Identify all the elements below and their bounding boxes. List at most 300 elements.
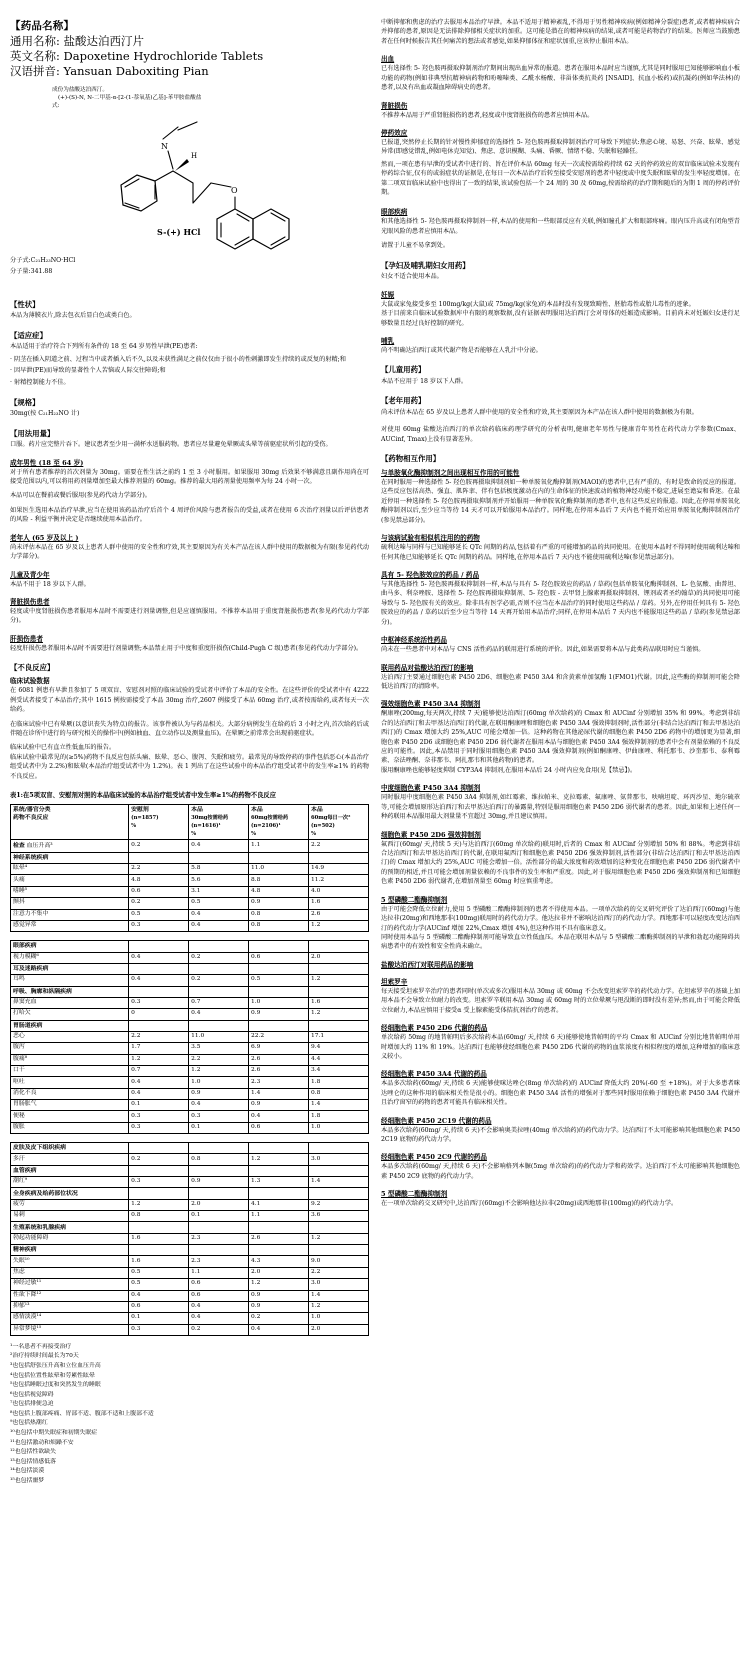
adverse-heading: 【不良反应】 <box>10 663 55 673</box>
table-cell-empty <box>249 941 309 952</box>
table-cell-value: 2.2 <box>309 1267 369 1278</box>
table-row <box>11 1256 369 1267</box>
system-organ-class: 眼部疾病 <box>11 941 129 952</box>
table-footnote: ¹⁵也包括噩梦 <box>10 1477 45 1484</box>
pregnancy-section-heading: 【孕妇及哺乳期妇女用药】 <box>381 260 470 270</box>
table-cell-value: 2.2 <box>309 840 369 852</box>
table-cell-value: 0.6 <box>189 1279 249 1290</box>
col-header-line1: 系统/器官分类 <box>13 806 51 814</box>
table-cell-value: 14.9 <box>309 864 369 875</box>
table-cell-empty <box>309 963 369 974</box>
table-cell-empty <box>129 1245 189 1256</box>
table-cell-value: 0.8 <box>249 920 309 931</box>
table-cell-value: 0.9 <box>249 1290 309 1301</box>
table-cell-value: 0.2 <box>249 1313 309 1324</box>
table-cell-value: 0.4 <box>129 1088 189 1099</box>
adr-term: 头痛 <box>11 875 129 886</box>
table-cell-value: 0.2 <box>189 975 249 986</box>
table-cell-value: 0.9 <box>189 1177 249 1188</box>
table-footnote: ¹¹也包括激动和烦躁不安 <box>10 1439 74 1446</box>
cyp3a4-moderate-heading: 中度细胞色素 P450 3A4 抑制剂 <box>381 784 481 793</box>
table-cell-value: 0.9 <box>249 1100 309 1111</box>
adr-term: 失眠¹⁰ <box>11 1256 129 1267</box>
table-cell-empty <box>129 986 189 997</box>
col-header-line2: 药物不良反应 <box>13 814 49 822</box>
table-cell-value: 1.1 <box>249 840 309 852</box>
table-cell-value: 0.8 <box>189 1154 249 1165</box>
table-cell-empty <box>129 1143 189 1154</box>
molecular-weight: 分子量:341.88 <box>10 267 53 275</box>
renal-impairment-heading: 肾脏损伤 <box>381 101 408 110</box>
table-cell-value: 9.0 <box>309 1256 369 1267</box>
table-cell-value: 1.3 <box>249 1177 309 1188</box>
table-cell-value: 1.2 <box>189 1065 249 1076</box>
pde5-p2: 同时使用本品与 5 型磷酸二酯酶抑制剂可能导致直立性低血压。本品在联用本品与 5 型磷酸二酯酶抑制剂的早泄和勃起功能障碍共病患者中的有效性和安全性尚未确立。 <box>381 933 740 951</box>
col-header-line2: 60mg每日一次² <box>311 815 351 822</box>
dosage-renal-heading: 肾脏损伤患者 <box>10 597 50 606</box>
adr-term: 视力模糊⁶ <box>11 952 129 963</box>
table-cell-value: 0.2 <box>189 952 249 963</box>
table-row <box>11 1233 369 1244</box>
table-cell-value: 0 <box>129 1009 189 1020</box>
storage-text: 请置于儿童不易拿到处。 <box>381 242 450 250</box>
table-cell-value: 3.5 <box>189 1043 249 1054</box>
table-cell-value: 0.8 <box>309 1088 369 1099</box>
adr-term: 勃起功能障碍 <box>11 1233 129 1244</box>
adverse-p1: 在 6081 例患有早泄且参加了 5 项双盲、安慰剂对照的临床试验的受试者中评价了本品的安全性。在这些评价的受试者中有 4222 例受试者接受了本品治疗;其中 1615 例按需接受了本品 30mg 治疗,2607 例接受了本品 60mg 治疗,或者按需给药,或者每天一次给药。 <box>10 687 369 714</box>
table-cell-value: 2.0 <box>309 952 369 963</box>
table-cell-value: 1.2 <box>129 1054 189 1065</box>
col-header-line3: (n=502) <box>311 823 335 830</box>
molecular-formula: 分子式:C₂₁H₂₃NO·HCl <box>10 256 76 264</box>
table-cell-empty <box>249 1245 309 1256</box>
drug-interactions-section <box>381 453 740 1209</box>
adr-term: 焦虑 <box>11 1267 129 1278</box>
pde5-substrate-text: 在一项单次给药交叉研究中,达泊西汀(60mg)不会影响他达拉非(20mg)或西地那非(100mg)的药代动力学。 <box>381 1200 678 1208</box>
table-footnote: ⁴也包括位置性眩晕和劳累性眩晕 <box>10 1372 95 1379</box>
table-cell-value: 0.3 <box>129 1324 189 1335</box>
system-organ-class: 皮肤及皮下组织疾病 <box>11 1143 129 1154</box>
table-cell-empty <box>189 1188 249 1199</box>
table-cell-value: 0.2 <box>129 898 189 909</box>
lactation-text: 尚不明确达泊西汀或其代谢产物是否能够在人乳汁中分泌。 <box>381 346 542 354</box>
dapoxetine-structure-svg <box>45 113 335 255</box>
table-cell-value: 2.6 <box>249 1054 309 1065</box>
adverse-reactions-section <box>10 662 369 799</box>
table-cell-empty <box>309 941 369 952</box>
table-cell-value: 0.5 <box>129 1279 189 1290</box>
table-cell-empty <box>309 1020 369 1031</box>
col-header-soc <box>11 805 129 840</box>
qt-prolonging-text: 硫利达嗪与同样与已知能够延长 QTc 间期的药品,包括着有严重的可能增加药品的共同使用。在使用本品时不得同时使用硫利达嗪和任何其他已知能够延长 QTc 间期的药品。同样地,在停用本品后 7 天内也不能使用硫利达嗪(参见禁忌部分)。 <box>381 544 740 561</box>
adr-term: 鼻窦充血 <box>11 997 129 1008</box>
table-cell-value: 0.1 <box>129 1100 189 1111</box>
table-cell-value: 2.0 <box>309 1324 369 1335</box>
col-header-30mg-prn <box>189 805 249 840</box>
dosage-section <box>10 428 369 654</box>
table-row <box>11 1054 369 1065</box>
table-row <box>11 1290 369 1301</box>
dosage-adult-text: 对于所有患者推荐的首次剂量为 30mg。需要在性生活之前约 1 至 3 小时服用。如果服用 30mg 后效果不够满意且副作用尚在可接受范围以内,可以将用药剂量增加至最大推荐剂量的 60mg。推荐的最大用药剂量使用频率为每 24 小时一次。 <box>10 468 369 486</box>
adr-table-footnotes <box>10 1343 369 1486</box>
col-header-60mg-daily <box>309 805 369 840</box>
table-cell-value: 0.6 <box>129 1301 189 1312</box>
table-cell-value: 0.3 <box>129 1177 189 1188</box>
table-cell-empty <box>129 1165 189 1176</box>
table-cell-value: 4.4 <box>309 1054 369 1065</box>
table-row <box>11 1211 369 1222</box>
dosage-heading: 【用法用量】 <box>10 428 55 438</box>
table-row <box>11 1009 369 1020</box>
table-cell-value: 2.3 <box>189 1256 249 1267</box>
table-cell-value: 1.2 <box>309 1301 369 1312</box>
table-cell-empty <box>309 1245 369 1256</box>
eye-disorders-text: 和其他选择性 5- 羟色胺再摄取抑制剂一样,本品的使用和一些眼部反应有关联,例如瞳孔扩大和眼部疼痛。眼内压升高或有闭角型青光眼风险的患者应慎用本品。 <box>381 218 740 235</box>
table-cell-empty <box>249 852 309 863</box>
adverse-p3: 临床试验中已有直立性低血压的报告。 <box>10 744 116 752</box>
table-cell-value: 0.1 <box>129 1313 189 1324</box>
table-cell-value: 0.6 <box>249 1122 309 1133</box>
table-cell-empty <box>249 1143 309 1154</box>
cyp2c9-substrate-heading: 经细胞色素 P450 2C9 代谢的药品 <box>381 1153 487 1162</box>
table-group-row <box>11 852 369 863</box>
table-row <box>11 975 369 986</box>
dosage-intro: 口服。药片应完整片吞下。建议患者至少用一满杯水送服药物。患者应尽量避免晕厥或头晕等前驱症状所引起的受伤。 <box>10 441 332 449</box>
table-cell-value: 1.8 <box>309 1111 369 1122</box>
table-cell-value: 0.9 <box>249 898 309 909</box>
table-footnote: ²治疗持续时间最长为70天 <box>10 1353 79 1360</box>
table-footnote: ³也包括舒张压升高和立位血压升高 <box>10 1363 101 1369</box>
table-group-row <box>11 1165 369 1176</box>
table-footnote: ⁵也包括睡眠过度和突然发生的睡眠 <box>10 1382 101 1389</box>
table-cell-value: 3.6 <box>309 1211 369 1222</box>
table-cell-value: 11.0 <box>249 864 309 875</box>
table-cell-value: 9.4 <box>309 1043 369 1054</box>
table-cell-value: 4.8 <box>129 875 189 886</box>
elderly-section-heading: 【老年用药】 <box>381 396 426 406</box>
specification-heading: 【规格】 <box>10 397 40 407</box>
table-footnote: ⁶也包括视觉障碍 <box>10 1391 54 1398</box>
cyp3a4-substrate-text: 本品多次给药(60mg/ 天,持续 6 天)能够使咪达唑仑(8mg 单次给药)的 AUCinf 降低大约 20%(-60 至 +18%)。对于大多患者咪达唑仑的这种作用的临床相关性是很小的。细胞色素 P450 3A4 活性的增强对于那些同时服用依赖于细胞色素 P450 3A4 代谢并且治疗窗窄的药物的患者可能具有临床相关性。 <box>381 1080 740 1107</box>
cyp2c9-substrate-text: 本品多次给药(60mg/ 天,持续 6 天)不会影响格列本脲(5mg 单次给药)的药代动力学和药效学。达泊西汀不太可能影响其他细胞色素 P450 2C9 底物的药代动力学。 <box>381 1163 740 1180</box>
table-cell-value: 1.2 <box>309 1233 369 1244</box>
pregnancy-lactation-section <box>381 260 740 356</box>
adr-term: 潮红⁹ <box>11 1177 129 1188</box>
ingredient-note: 成份为盐酸达泊西汀。 <box>52 86 108 93</box>
table-cell-empty <box>129 941 189 952</box>
cns-active-heading: 中枢神经系统活性药品 <box>381 636 447 645</box>
tamsulosin-text: 每天接受坦索罗辛治疗的患者同时(单次或多次)服用本品 30mg 或 60mg 不会改变坦索罗辛的药代动力学。在坦索罗辛的基础上加用本品不会导致立位耐力的改变。坦索罗辛联用本品 30mg 或 60mg 时的立位晕厥与甩没断的即时没有差异;然而,由于可能会降低立位耐力,本品应慎用于接受α 受上腺素能受体拮抗剂治疗的患者。 <box>381 987 740 1014</box>
system-organ-class: 精神疾病 <box>11 1245 129 1256</box>
structure-note <box>52 86 369 111</box>
table-row <box>11 840 369 852</box>
table-cell-value: 2.6 <box>249 1233 309 1244</box>
cyp2c19-substrate-heading: 经细胞色素 P450 2C19 代谢的药品 <box>381 1116 492 1125</box>
dosage-hepatic-heading: 肝损伤患者 <box>10 634 43 643</box>
system-organ-class: 胃肠道疾病 <box>11 1020 129 1031</box>
table-row <box>11 1088 369 1099</box>
chemical-name: (+)-(S)-N, N-二甲基-α-[2-(1-萘氧基)乙基]-苯甲胺盐酸盐 <box>58 94 202 101</box>
table-cell-value: 0.9 <box>249 1009 309 1020</box>
chemical-structure-figure <box>10 113 369 255</box>
table-cell-value: 0.4 <box>249 1111 309 1122</box>
table-cell-value: 0.9 <box>249 1301 309 1312</box>
eye-disorders-heading: 眼部疾病 <box>381 208 408 217</box>
table-cell-value: 0.5 <box>129 909 189 920</box>
table-cell-value: 1.2 <box>309 920 369 931</box>
drug-name-heading: 【药品名称】 <box>10 20 75 32</box>
table-cell-value: 0.3 <box>129 997 189 1008</box>
properties-text: 本品为薄膜衣片,除去包衣后显白色或类白色。 <box>10 312 136 320</box>
table-group-row <box>11 1245 369 1256</box>
table-group-row <box>11 1143 369 1154</box>
table-cell-value: 0.3 <box>129 1111 189 1122</box>
table-cell-value: 1.7 <box>129 1043 189 1054</box>
pde5-p1: 由于可能会降低立位耐力,使用 5 型磷酸二酯酶抑制剂的患者不得使用本品。一项单次给药的交叉研究评价了达泊西汀(60mg)与他达拉非(20mg)和西地那非(100mg)联用时的药代动力学。他达拉非并不影响达泊西汀的药代动力学。西地那非可以轻度改变达泊西汀的药代动力学(AUCinf 增加 22%,Cmax 增加 4%),但这种作用不具有临床意义。 <box>381 905 740 932</box>
withdrawal-p1: 已报道,突然停止长期的针对慢性抑郁症的选择性 5- 羟色胺再摄取抑制剂治疗可导致下列症状:焦虑心境、易怒、兴奋、眩晕、感觉异常(即感觉错乱,例如电休克知觉)、焦虑、意识模糊、头痛、昏厥、情绪不稳、失眠和轻躁狂。 <box>381 138 740 156</box>
table-cell-value: 1.0 <box>309 1122 369 1133</box>
table-cell-empty <box>189 1020 249 1031</box>
elderly-section <box>381 395 740 444</box>
table-cell-value: 0.4 <box>189 1100 249 1111</box>
table-cell-value: 11.0 <box>189 1031 249 1042</box>
table-cell-empty <box>309 1188 369 1199</box>
table-row <box>11 1324 369 1335</box>
cyp2d6-substrate-text: 单次给药 50mg 的地昔帕明后多次给药本品(60mg/ 天,持续 6 天)能够使地昔帕明的平均 Cmax 和 AUCinf 分别比地昔帕明单用时增加大约 11% 和 19%。达泊西汀也能够使经细胞色素 P450 2D6 代谢的药物的血浆浓度有相似程度的增加,这种增加的临床意义较小。 <box>381 1034 740 1060</box>
table-group-row <box>11 1222 369 1233</box>
table-cell-value: 1.1 <box>189 1267 249 1278</box>
table-cell-value: 1.6 <box>309 997 369 1008</box>
table-footnote: ⁸也包括上腹部疼痛、胃部不适、腹部不适和上腹部不适 <box>10 1410 154 1417</box>
adr-term: 口干 <box>11 1065 129 1076</box>
table-row <box>11 1279 369 1290</box>
table-footnote: ¹⁴也包括淡漠 <box>10 1468 45 1475</box>
table-cell-value: 1.4 <box>309 1100 369 1111</box>
adr-term: 消化不良 <box>11 1088 129 1099</box>
col-header-line2: 60mg按需给药 <box>251 815 289 822</box>
dosage-adult-heading: 成年男性 (18 至 64 岁) <box>10 458 84 467</box>
table-cell-value: 5.8 <box>189 864 249 875</box>
pinyin-name: 汉语拼音: Yansuan Daboxiting Pian <box>10 64 209 79</box>
table-footnote: ¹⁰也包括中期失眠症和初期失眠症 <box>10 1429 98 1436</box>
adr-term: 神经过敏¹¹ <box>11 1279 129 1290</box>
drug-name-section <box>10 18 369 80</box>
tamsulosin-heading: 坦索罗辛 <box>381 977 408 986</box>
table-cell-value: 0.4 <box>249 1324 309 1335</box>
table-row <box>11 1111 369 1122</box>
pediatric-section-heading: 【儿童用药】 <box>381 365 426 375</box>
table-cell-value: 0.4 <box>189 1009 249 1020</box>
table-row <box>11 1031 369 1042</box>
table-cell-value: 0.4 <box>129 1077 189 1088</box>
indications-list <box>10 355 369 388</box>
table-cell-value: 1.2 <box>249 1279 309 1290</box>
table-cell-value: 5.6 <box>189 875 249 886</box>
adr-term: 眩晕⁴ <box>11 864 129 875</box>
table-cell-value: 1.6 <box>129 1256 189 1267</box>
table-cell-value: 0.3 <box>189 1111 249 1122</box>
table-row <box>11 898 369 909</box>
specification-section <box>10 397 369 419</box>
table-cell-value: 0.8 <box>129 1211 189 1222</box>
dosage-pediatric-text: 本品不用于 18 岁以下人群。 <box>10 580 90 588</box>
table-cell-empty <box>129 1020 189 1031</box>
table-cell-value: 0.2 <box>189 1324 249 1335</box>
table-cell-value: 1.4 <box>309 1177 369 1188</box>
depression-continuation-text: 中断抑郁和焦虑的治疗去服用本品治疗早泄。本品不适用于精神紊乱,不得用于男性精神疾病(例如精神分裂症)患者,或者精神疾病合并抑郁的患者,原因是无法排除抑郁相关症状的加重。这可能是潜在的精神疾病的结果,或者可能是药物治疗的结果。医师应当鼓励患者在任何时候报告其任何痛苦的想法或者感觉,如果抑郁体征和症状加重,应该停止服用本品。 <box>381 19 740 45</box>
serotonergic-text: 与其他选择性 5- 羟色胺再摄取抑制剂一样,本品与具有 5- 羟色胺效应的药品 / 草药(包括单胺氧化酶抑制剂、L- 色氨酸、曲普坦、曲马多、利奈唑胺、选择性 5- 羟色胺再摄取抑制剂、5- 羟色胺 - 去甲肾上腺素再摄取抑制剂、锂剂或者圣约翰草)的共同使用可能导致与 5- 羟色胺有关的效应。除非具有医学必需,否则不应当在本品治疗的同时使用这些药品 / 草药。另外,在停用任何具有 5- 羟色胺效应的药品 / 草药以后至少应当等待 14 天再开始用本品治疗;同样,在停用本品后 7 天内也不能服用这些药品 / 草药(参见禁忌部分)。 <box>381 581 740 626</box>
table-cell-value: 1.0 <box>309 1313 369 1324</box>
table-cell-value: 3.0 <box>309 1154 369 1165</box>
adverse-reactions-table <box>10 804 369 1336</box>
qt-prolonging-heading: 与该病试验有相似机注用的的药物 <box>381 534 480 543</box>
table-row <box>11 1267 369 1278</box>
dosage-pediatric-heading: 儿童及青少年 <box>10 570 50 579</box>
table-cell-value: 1.8 <box>309 1077 369 1088</box>
table-cell-value: 6.9 <box>249 1043 309 1054</box>
indications-heading: 【适应症】 <box>10 330 47 340</box>
table-cell-empty <box>249 1020 309 1031</box>
salt-label: S-(+) HCl <box>156 226 200 237</box>
table-group-row <box>11 1020 369 1031</box>
adr-term: 颤抖 <box>11 898 129 909</box>
table-cell-empty <box>189 1143 249 1154</box>
cyp3a4-moderate-text: 同时服用中度细胞色素 P450 3A4 抑制剂,如红霉素、维拉帕米、克拉霉素、氟康唑、氨普那韦、呋喃坦啶、环丙沙星、地尔硫䓬等,可能会增加原形达泊西汀和去甲基达泊西汀的暴露量,特别是服用细胞色素 P450 2D6 弱代谢者的患者。因此,如果和上述任何一种药联用本品服用最大剂量量不宜超过 30mg,并且建议慎用。 <box>381 794 740 821</box>
cyp3a4-strong-heading: 强效细胞色素 P450 3A4 抑制剂 <box>381 700 481 709</box>
table-footnote: ¹一名患者不再接受治疗 <box>10 1343 72 1350</box>
col-header-line4: % <box>191 831 197 838</box>
adr-term: 胃肠胀气 <box>11 1100 129 1111</box>
table-cell-empty <box>189 986 249 997</box>
withdrawal-heading: 停药效应 <box>381 128 408 137</box>
table-cell-value: 0.1 <box>189 1211 249 1222</box>
table-group-row <box>11 1188 369 1199</box>
cyp3a4-note: 服用酮康唑也能够轻度抑制 CYP3A4 抑制剂,在服用本品后 24 小时内应免食用(见【禁忌】)。 <box>381 766 637 774</box>
table-cell-value: 0.4 <box>189 1301 249 1312</box>
adr-term: 疲劳 <box>11 1199 129 1210</box>
properties-heading: 【性状】 <box>10 299 40 309</box>
col-header-line4: % <box>311 831 316 838</box>
table-cell-value: 0.6 <box>189 1290 249 1301</box>
dosage-hepatic-text: 轻度肝损伤患者服用本品时不需要进行剂量调整;本品禁止用于中度和重度肝损伤(Child-Pugh C 级)患者(参见药代动力学部分)。 <box>10 644 363 652</box>
table-cell-empty <box>249 1188 309 1199</box>
table-spacer-row <box>11 1134 369 1143</box>
table-cell-empty <box>129 963 189 974</box>
table-cell-value: 2.2 <box>129 1031 189 1042</box>
table-cell-empty <box>309 1222 369 1233</box>
table-cell-empty <box>189 1222 249 1233</box>
left-column <box>10 14 369 1666</box>
table-cell-empty <box>249 963 309 974</box>
adr-term: 打哈欠 <box>11 1009 129 1020</box>
list-item: · 射精控制能力不佳。 <box>10 378 369 387</box>
table-cell-value: 0.4 <box>129 975 189 986</box>
table-cell-empty <box>129 1222 189 1233</box>
pregnancy-heading: 妊娠 <box>381 290 395 299</box>
table-cell-value: 1.6 <box>129 1233 189 1244</box>
effect-on-dapoxetine-heading: 联用药品对盐酸达泊西汀的影响 <box>381 663 474 672</box>
table-cell-value: 0.4 <box>189 1313 249 1324</box>
adr-term: 便秘 <box>11 1111 129 1122</box>
table-cell-value: 4.1 <box>249 1199 309 1210</box>
cyp2c19-substrate-text: 本品多次给药(60mg/ 天,持续 6 天)不会影响奥美拉唑(40mg 单次给药)的药代动力学。达泊西汀不太可能影响其他细胞色素 P450 2C19 底物的药代动力学。 <box>381 1126 740 1144</box>
withdrawal-p2: 然而,一项在患有早泄的受试者中进行的、旨在评价本品 60mg 每天一次或按需给药持续 62 天的停药效应的双盲临床试验未发现有停药综合征,仅有的或弱症状的证据是,在每日一次本品治疗后转至接受安慰剂的患者中轻度或中度失眠和眩晕的发生率轻度增加。在第二项双盲临床试验中也得出了一致的结果,该试验包括一个 24 周的 30 及 60mg,按需给药的治疗期和随后的为期 1 周的停药评价期。 <box>381 160 740 197</box>
table-cell-value: 0.5 <box>129 1267 189 1278</box>
table-cell-value: 0.6 <box>129 886 189 897</box>
adr-term: 腹泻 <box>11 1043 129 1054</box>
cyp3a4-strong-text: 酮康唑(200mg,每天两次,持续 7 天)能够使达泊西汀(60mg 单次给药)的 Cmax 和 AUCinf 分别增加 35% 和 99%。考虑到非结合的达泊西汀和去甲基达泊西汀的代谢,在联用酮康唑和细胞色素 P450 3A4 强效抑制剂时,活性部分(非结合达泊西汀和去甲基达泊西汀)的 Cmax 增加大约 25%,AUC 可能会增加一倍。这种药物在其他泌尿代谢的细胞色素 P450 2D6 药物中的增加更为显著,细胞色素 P450 2D6 或细胞色素 P450 2D6 弱代谢者在服用本品与细胞色素 P450 3A4 强效抑制剂的患者中会有剂量依赖的不良反应的可能性。因此,本品禁用于同时服用细胞色素 P450 3A4 强效抑制剂(例如酮康唑、伊曲康唑、利托那韦、沙奎那韦、泰利霉素、奈法唑酮、奈非那韦、阿扎那韦和其他药物)的患者。 <box>381 710 740 765</box>
generic-name: 通用名称: 盐酸达泊西汀片 <box>10 34 145 48</box>
list-item: · 阴茎在插入阴道之前、过程当中或者插入后不久,以及未获性满足之前仅仅由于很小的性刺激即发生持续的或反复的射精;和 <box>10 355 369 364</box>
adverse-reactions-table-body <box>11 840 369 1335</box>
serotonergic-heading: 具有 5- 羟色胺效应的药品 / 药品 <box>381 571 480 579</box>
table-cell-value: 0.9 <box>189 1088 249 1099</box>
adr-term: 耳鸣 <box>11 975 129 986</box>
table-row <box>11 1313 369 1324</box>
table-row <box>11 875 369 886</box>
pregnancy-p2: 基于目前来自临床试验数据库中有限的观察数据,没有证据表明服用达泊西汀会对母体的妊娠造成影响。目前尚未对妊娠妇女进行足够数量且经过良好控制的研究。 <box>381 310 740 327</box>
table-cell-value: 1.6 <box>309 898 369 909</box>
elderly-p1: 尚未评估本品在 65 岁及以上患者人群中使用的安全性和疗效,其主要原因为本产品在该人群中使用的数据极为有限。 <box>381 408 698 416</box>
table-cell-empty <box>189 1165 249 1176</box>
lactation-heading: 哺乳 <box>381 336 395 345</box>
table-cell-value: 4.3 <box>249 1256 309 1267</box>
adr-term: 易刺 <box>11 1211 129 1222</box>
bleeding-text: 已有选择性 5- 羟色胺再摄取抑制剂治疗期间出现出血异常的报道。患者在服用本品时应当谨慎,尤其是同时服用已知能够影响血小板功能的药物(例如非典型抗精神病药物和吩噻嗪类、乙酰水杨酸、非甾体类抗炎药 [NSAID]、抗血小板药)或抗凝药(例如华法林)的患者,以及有出血或凝血障碍病史的患者。 <box>381 65 740 92</box>
cyp2d6-strong-heading: 细胞色素 P450 2D6 强效抑制剂 <box>381 830 481 839</box>
effect-on-dapoxetine-text: 达泊西汀主要通过细胞色素 P450 2D6、细胞色素 P450 3A4 和含黄素单加氢酶 1(FMO1)代谢。因此,这些酶的抑制剂可能会降低达泊西汀的清除率。 <box>381 673 740 690</box>
list-item: · 因早泄(PE)而导致的显著性个人苦恼或人际交往障碍;和 <box>10 366 369 375</box>
oxygen-label: O <box>230 185 238 195</box>
table-row <box>11 1154 369 1165</box>
cns-active-text: 尚未在一些患者中对本品与 CNS 活性药品的联用进行系统的评价。因此,如果需要将本品与此类药品联用时应当谨慎。 <box>381 646 705 654</box>
cyp2d6-strong-text: 氟西汀(60mg/ 天,持续 5 天)与达泊西汀(60mg 单次给药)联用时,后者的 Cmax 和 AUCinf 分别增加 50% 和 88%。考虑到非结合达泊西汀和去甲基达泊西汀的代谢,在联用氟西汀和细胞色素 P450 2D6 强效抑制剂,活性部分(非结合达泊西汀和去甲基达泊西汀)的 Cmax 增加大约 25%,AUC 可能会增加一倍。活性部分的最大浓度和药效增加的这种变化在细胞色素 P450 2D6 弱代谢者中的预期的相近,并且可能会增加剂量依赖的不良事件的发生率和严重度。因此,对于服用细胞色素 P450 2D6 强效抑制剂和已知细胞色素 P450 2D6 弱代谢者,在增加剂量至 60mg 时应慎重考虑。 <box>381 840 740 886</box>
pediatric-section <box>381 364 740 386</box>
dosage-renal-text: 轻度或中度肾脏损伤患者服用本品时不需要进行剂量调整,但是应谨慎服用。不推荐本品用于重度肾脏损伤患者(参见药代动力学部分)。 <box>10 607 369 625</box>
table-row <box>11 886 369 897</box>
dapoxetine-effect-heading: 盐酸达泊西汀对联用药品的影响 <box>381 960 474 969</box>
table-row <box>11 1177 369 1188</box>
table-cell-value: 2.0 <box>249 1267 309 1278</box>
table-cell-value: 0.7 <box>129 1065 189 1076</box>
table-cell-value: 0.2 <box>129 1154 189 1165</box>
table-cell-empty <box>189 963 249 974</box>
table-group-row <box>11 941 369 952</box>
adverse-p2: 在临床试验中已有晕厥(以意识丧失为特点)的报告。该事件被认为与药品相关。大部分病例发生在给药后 3 小时之内,首次给药后或伴随在诊所中进行的与研究相关的操作中(例如抽血、直立动作以及测量血压)。在晕厥之前常常会出现前驱症状。 <box>10 720 369 737</box>
table-cell-value: 2.0 <box>189 1199 249 1210</box>
table-cell-empty <box>249 1222 309 1233</box>
table-header-row <box>11 805 369 840</box>
table-spacer-row <box>11 932 369 941</box>
interactions-heading: 【药物相互作用】 <box>381 454 441 464</box>
table-row <box>11 1301 369 1312</box>
table-row <box>11 997 369 1008</box>
table-cell-value: 1.4 <box>249 1088 309 1099</box>
table-cell-value: 0.6 <box>249 952 309 963</box>
table-cell-value: 0.7 <box>189 997 249 1008</box>
table-cell-value: 2.3 <box>249 1077 309 1088</box>
pde5-substrate-heading: 5 型磷酸二酯酶抑制剂 <box>381 1190 448 1199</box>
table-cell-value: 1.0 <box>189 1077 249 1088</box>
adr-term: 检查 血压升高³ <box>11 840 129 852</box>
table-row <box>11 1077 369 1088</box>
pregnancy-section-text: 妇女不适合使用本品。 <box>381 273 443 281</box>
table-cell-value: 1.2 <box>309 975 369 986</box>
properties-section <box>10 299 369 321</box>
table-footnote: ⁹也包括热潮红 <box>10 1420 48 1427</box>
table-cell-value: 1.1 <box>249 1211 309 1222</box>
table-row <box>11 1043 369 1054</box>
